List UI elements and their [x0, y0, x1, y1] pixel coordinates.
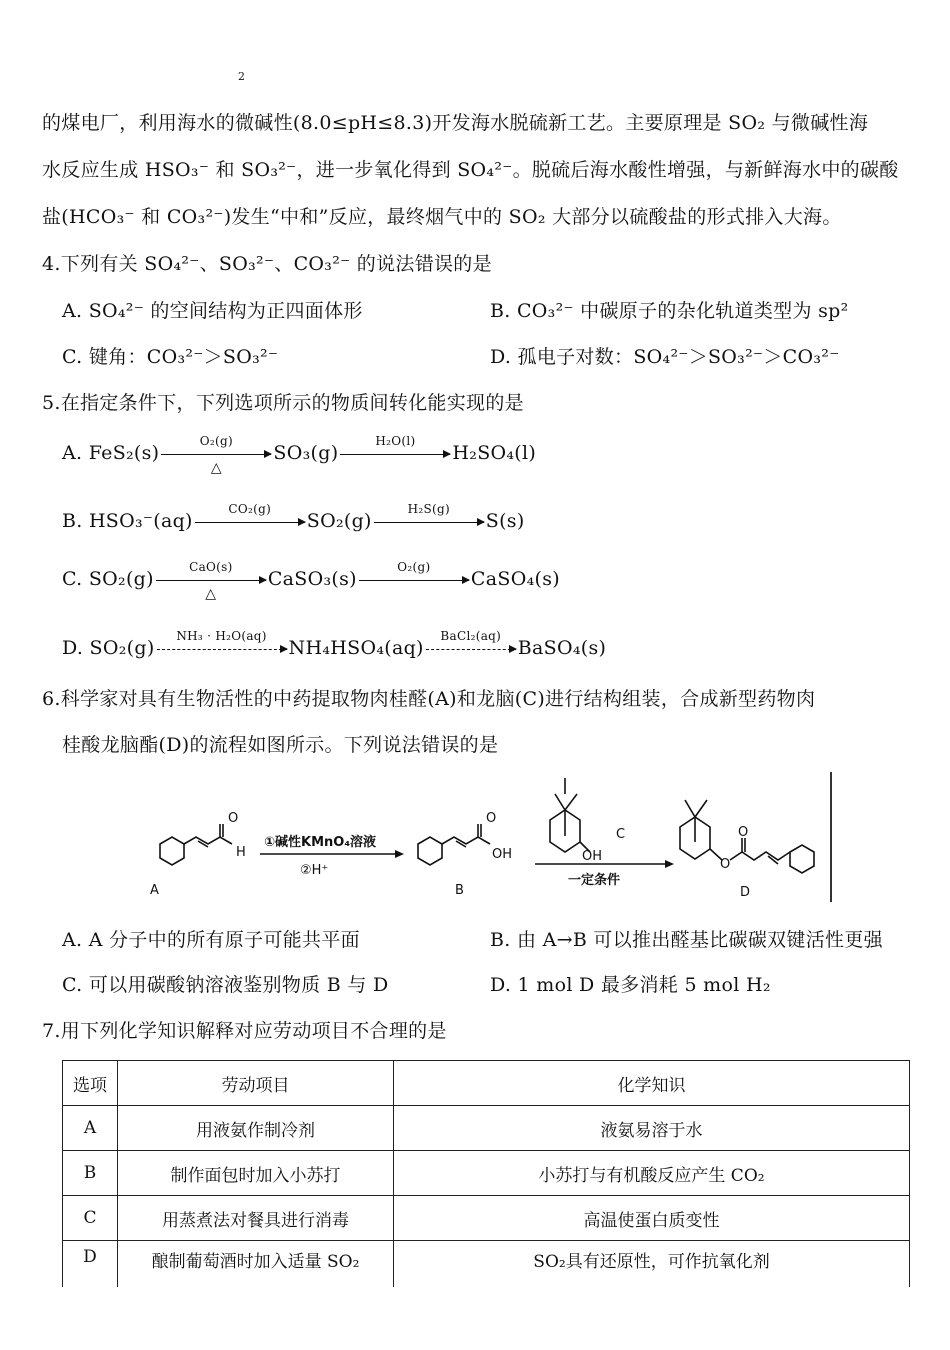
- synthesis-scheme: [140, 772, 832, 902]
- acid-oxygen: O: [486, 811, 497, 826]
- reaction-arrow: [157, 627, 287, 671]
- arrow-condition: O₂(g): [397, 560, 431, 574]
- label-c: C: [616, 827, 626, 842]
- label-d: D: [740, 885, 751, 900]
- q5-option-b: [62, 500, 525, 544]
- chain-a: [184, 837, 232, 844]
- aldehyde-oxygen: O: [228, 811, 239, 826]
- q5b-product: S(s): [485, 510, 525, 532]
- step2-bottom: 一定条件: [568, 873, 621, 888]
- table-cell: B: [63, 1151, 118, 1196]
- table-cell: 用蒸煮法对餐具进行消毒: [118, 1196, 394, 1241]
- table-cell: 酿制葡萄酒时加入适量 SO₂: [118, 1241, 394, 1288]
- chain-b: [442, 837, 490, 844]
- table-row: [63, 1241, 910, 1288]
- step1-bottom: ②H⁺: [300, 863, 329, 878]
- q5-option-c: [62, 558, 560, 602]
- aldehyde-h: H: [236, 845, 246, 860]
- table-cell: 液氨易溶于水: [394, 1106, 910, 1151]
- arrow-condition: O₂(g): [199, 434, 233, 448]
- q5-option-d: [62, 627, 606, 671]
- q6-stem-line-2: 桂酸龙脑酯(D)的流程如图所示。下列说法错误的是: [62, 734, 499, 756]
- heat-symbol: △: [210, 460, 222, 476]
- table-cell: 用液氨作制冷剂: [118, 1106, 394, 1151]
- table-row: [63, 1151, 910, 1196]
- q4-option-b: B. CO₃²⁻ 中碳原子的杂化轨道类型为 sp²: [490, 300, 849, 322]
- table-header: 选项: [63, 1061, 118, 1106]
- q5b-reactant: B. HSO₃⁻(aq): [62, 510, 193, 532]
- q5-option-a: [62, 432, 536, 476]
- reaction-arrow: [426, 627, 516, 671]
- table-cell: D: [63, 1241, 118, 1288]
- q6-option-d: D. 1 mol D 最多消耗 5 mol H₂: [490, 974, 771, 996]
- label-b: B: [455, 883, 464, 898]
- reaction-arrow: [156, 558, 266, 602]
- q5d-product: BaSO₄(s): [517, 637, 607, 659]
- q6-option-c: C. 可以用碳酸钠溶液鉴别物质 B 与 D: [62, 974, 389, 996]
- page-number: 2: [238, 70, 245, 83]
- chain-d: [730, 852, 790, 860]
- intro-line-2: 水反应生成 HSO₃⁻ 和 SO₃²⁻，进一步氧化得到 SO₄²⁻。脱硫后海水酸性增强，与新鲜海水中的碳酸: [42, 159, 899, 181]
- q5c-product: CaSO₄(s): [470, 568, 560, 590]
- q7-stem: 7.用下列化学知识解释对应劳动项目不合理的是: [42, 1020, 447, 1042]
- q5c-reactant: C. SO₂(g): [62, 568, 154, 590]
- table-header: 化学知识: [394, 1061, 910, 1106]
- table-header: 劳动项目: [118, 1061, 394, 1106]
- ring-oh: OH: [582, 849, 603, 864]
- q5d-intermediate: NH₄HSO₄(aq): [288, 637, 424, 659]
- table-header-row: [63, 1061, 910, 1106]
- reaction-arrow: [340, 432, 450, 476]
- ester-oxygen: O: [720, 857, 731, 872]
- q5a-product: H₂SO₄(l): [452, 442, 537, 464]
- heat-symbol: △: [205, 586, 217, 602]
- table-cell: 高温使蛋白质变性: [394, 1196, 910, 1241]
- arrow-condition: NH₃ · H₂O(aq): [176, 629, 267, 643]
- table-row: [63, 1106, 910, 1151]
- intro-line-1: 的煤电厂，利用海水的微碱性(8.0≤pH≤8.3)开发海水脱硫新工艺。主要原理是 SO₂ 与微碱性海: [42, 112, 869, 134]
- label-a: A: [150, 883, 159, 898]
- intro-line-3: 盐(HCO₃⁻ 和 CO₃²⁻)发生“中和”反应，最终烟气中的 SO₂ 大部分以硫酸盐的形式排入大海。: [42, 206, 842, 228]
- acid-oh: OH: [492, 847, 513, 862]
- q4-stem: 4.下列有关 SO₄²⁻、SO₃²⁻、CO₃²⁻ 的说法错误的是: [42, 253, 492, 275]
- arrow-condition: CaO(s): [189, 560, 233, 574]
- reaction-scheme-svg: [140, 772, 830, 902]
- q5a-intermediate: SO₃(g): [273, 442, 339, 464]
- benzene-ring-a: [160, 837, 184, 865]
- arrow-condition: BaCl₂(aq): [440, 629, 502, 643]
- table-cell: 小苏打与有机酸反应产生 CO₂: [394, 1151, 910, 1196]
- q4-option-d: D. 孤电子对数：SO₄²⁻＞SO₃²⁻＞CO₃²⁻: [490, 346, 840, 368]
- benzene-ring-b: [418, 837, 442, 865]
- q5c-intermediate: CaSO₃(s): [267, 568, 357, 590]
- q7-table: [62, 1060, 910, 1287]
- q5a-reactant: A. FeS₂(s): [62, 442, 160, 464]
- q6-stem-line-1: 6.科学家对具有生物活性的中药提取物肉桂醛(A)和龙脑(C)进行结构组装，合成新型药物肉: [42, 688, 816, 710]
- q5b-intermediate: SO₂(g): [306, 510, 372, 532]
- table-cell: 制作面包时加入小苏打: [118, 1151, 394, 1196]
- arrow-condition: H₂O(l): [375, 434, 416, 448]
- q6-option-b: B. 由 A→B 可以推出醛基比碳碳双键活性更强: [490, 929, 883, 951]
- q4-option-a: A. SO₄²⁻ 的空间结构为正四面体形: [62, 300, 363, 322]
- reaction-arrow: [161, 432, 271, 476]
- reaction-arrow: [195, 500, 305, 544]
- arrow-condition: H₂S(g): [407, 502, 450, 516]
- reaction-arrow: [359, 558, 469, 602]
- table-cell: SO₂具有还原性，可作抗氧化剂: [394, 1241, 910, 1288]
- q6-option-a: A. A 分子中的所有原子可能共平面: [62, 929, 360, 951]
- table-row: [63, 1196, 910, 1241]
- benzene-ring-d: [790, 845, 814, 873]
- q4-option-c: C. 键角：CO₃²⁻＞SO₃²⁻: [62, 346, 279, 368]
- table-cell: C: [63, 1196, 118, 1241]
- q5-stem: 5.在指定条件下，下列选项所示的物质间转化能实现的是: [42, 392, 524, 414]
- carbonyl-oxygen: O: [738, 825, 749, 840]
- table-cell: A: [63, 1106, 118, 1151]
- step1-top: ①碱性KMnO₄溶液: [264, 835, 377, 850]
- q5d-reactant: D. SO₂(g): [62, 637, 155, 659]
- reaction-arrow: [374, 500, 484, 544]
- arrow-condition: CO₂(g): [228, 502, 272, 516]
